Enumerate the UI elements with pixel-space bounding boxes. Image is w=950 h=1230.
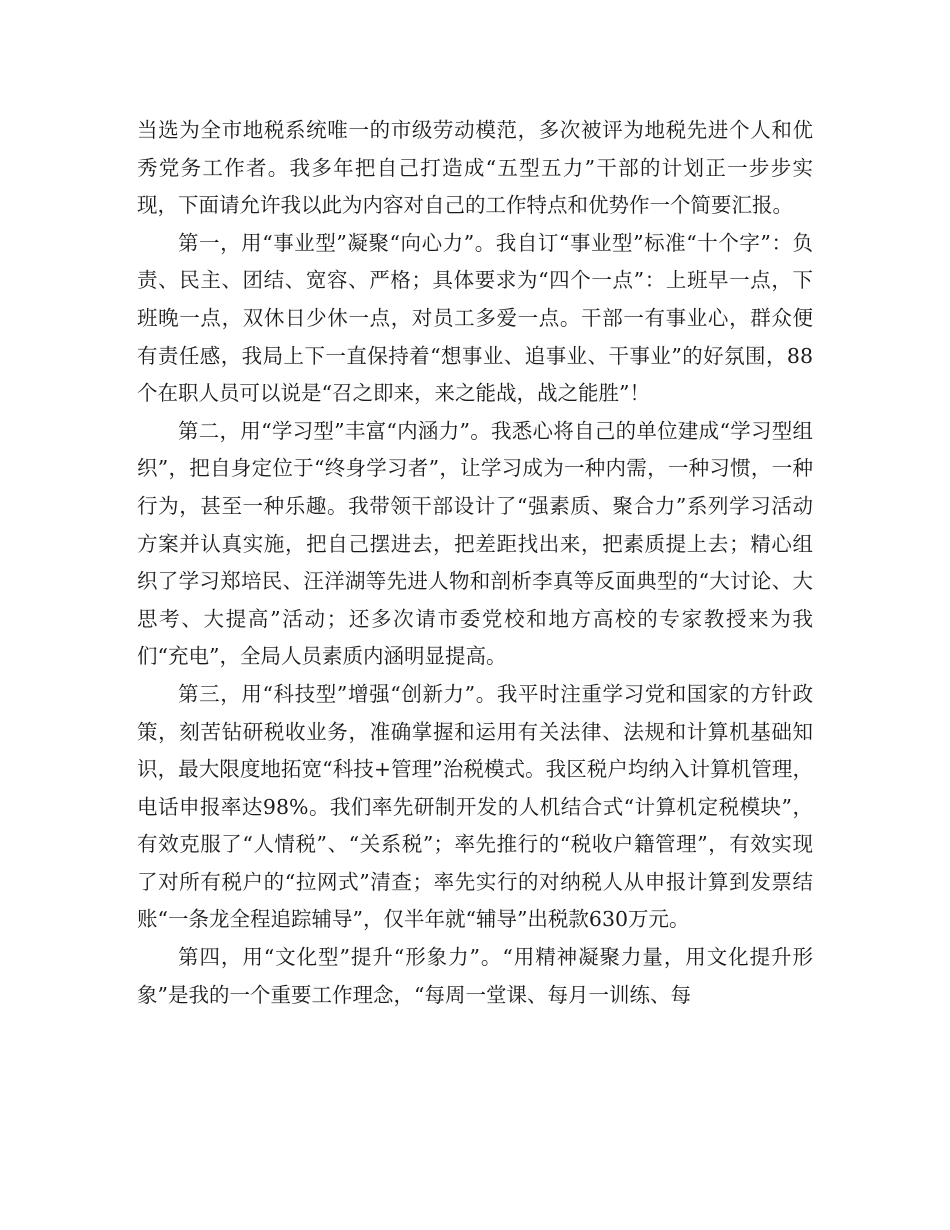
- paragraph-3: 第二，用“学习型”丰富“内涵力”。我悉心将自己的单位建成“学习型组织”，把自身定位于“终身学习者”，让学习成为一种内需，一种习惯，一种行为，甚至一种乐趣。我带领干部设计了“强素质、聚合力”系列学习活动方案并认真实施，把自己摆进去，把差距找出来，把素质提上去；精心组织了学习郑培民、汪洋湖等先进人物和剖析李真等反面典型的“大讨论、大思考、大提高”活动；还多次请市委党校和地方高校的专家教授来为我们“充电”，全局人员素质内涵明显提高。: [137, 418, 813, 669]
- paragraph-4: 第三，用“科技型”增强“创新力”。我平时注重学习党和国家的方针政策，刻苦钻研税收业务，准确掌握和运用有关法律、法规和计算机基础知识，最大限度地拓宽“科技+管理”治税模式。我区税户均纳入计算机管理，电话申报率达98%。我们率先研制开发的人机结合式“计算机定税模块”，有效克服了“人情税”、“关系税”；率先推行的“税收户籍管理”，有效实现了对所有税户的“拉网式”清查；率先实行的对纳税人从申报计算到发票结账“一条龙全程追踪辅导”，仅半年就“辅导”出税款630万元。: [137, 681, 813, 932]
- paragraph-1: 当选为全市地税系统唯一的市级劳动模范，多次被评为地税先进个人和优秀党务工作者。我多年把自己打造成“五型五力”干部的计划正一步步实现，下面请允许我以此为内容对自己的工作特点和优势作一个简要汇报。: [137, 118, 813, 218]
- paragraph-2: 第一，用“事业型”凝聚“向心力”。我自订“事业型”标准“十个字”：负责、民主、团结、宽容、严格；具体要求为“四个一点”：上班早一点，下班晚一点，双休日少休一点，对员工多爱一点。干部一有事业心，群众便有责任感，我局上下一直保持着“想事业、追事业、干事业”的好氛围，88个在职人员可以说是“召之即来，来之能战，战之能胜”！: [137, 230, 813, 406]
- paragraph-5: 第四，用“文化型”提升“形象力”。“用精神凝聚力量，用文化提升形象”是我的一个重要工作理念，“每周一堂课、每月一训练、每: [137, 945, 813, 1007]
- document-page: [137, 112, 813, 1014]
